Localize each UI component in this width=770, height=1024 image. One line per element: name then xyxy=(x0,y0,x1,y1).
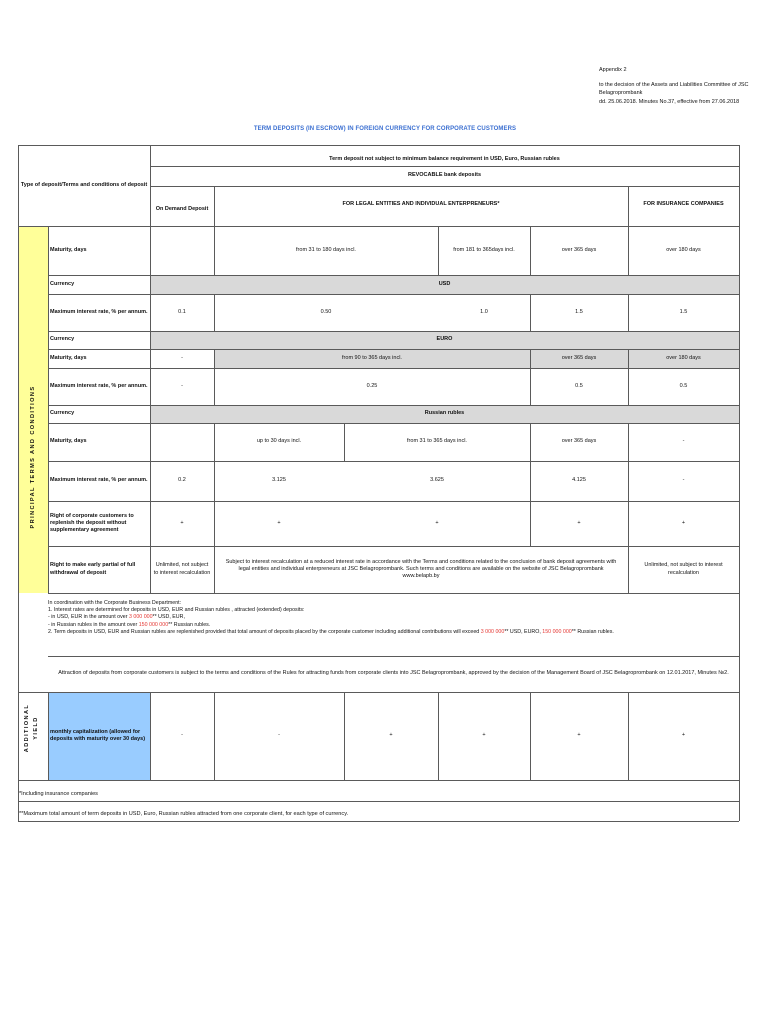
usd-currency-label: Currency xyxy=(50,281,75,288)
euro-maturity-label: Maturity, days xyxy=(50,354,87,361)
notes-line-4 xyxy=(48,622,738,629)
notes-line-5-mid: ** USD, EURO, xyxy=(504,628,543,635)
usd-rate-on-demand: 0.1 xyxy=(178,308,186,315)
footnote-1: *Including insurance companies xyxy=(19,791,98,797)
rub-maturity-2: from 31 to 365 days incl. xyxy=(407,438,467,445)
notes-line-5-amount-1: 3 000 000 xyxy=(480,628,505,635)
rub-rate-3: 4.125 xyxy=(572,477,586,484)
usd-maturity-1: from 31 to 180 days incl. xyxy=(296,246,356,253)
grid-line xyxy=(18,821,739,822)
grid-line xyxy=(18,145,739,146)
notes-line-2: 1. Interest rates are determined for deposits in USD, EUR and Russian rubles , attracted (extended) deposits: xyxy=(48,607,305,614)
euro-rate-insurance: 0.5 xyxy=(679,382,688,389)
euro-currency-label: Currency xyxy=(50,336,75,343)
usd-rate-label: Maximum interest rate, % per annum. xyxy=(50,308,148,315)
term-deposit-header: Term deposit not subject to minimum balance requirement in USD, Euro, Russian rubles xyxy=(329,156,560,163)
grid-line xyxy=(150,166,739,167)
usd-currency-value: USD xyxy=(438,281,451,288)
notes-line-3-suffix: ** USD, EUR, xyxy=(152,614,185,621)
usd-maturity-3: over 365 days xyxy=(561,246,597,253)
notes-line-3 xyxy=(48,614,738,621)
capitalization-4: + xyxy=(577,732,581,739)
appendix-block xyxy=(599,66,769,106)
rub-maturity-insurance: - xyxy=(682,438,685,445)
rub-rate-label: Maximum interest rate, % per annum. xyxy=(50,477,148,484)
capitalization-3: + xyxy=(482,732,486,739)
rub-rate-on-demand: 0.2 xyxy=(178,477,186,484)
revocable-header: REVOCABLE bank deposits xyxy=(407,172,482,179)
notes-line-1: In coordination with the Corporate Business Department: xyxy=(48,600,182,606)
capitalization-label: monthly capitalization (allowed for deposits with maturity over 30 days) xyxy=(50,728,146,742)
euro-rate-1: 0.25 xyxy=(366,382,378,389)
coordination-notes xyxy=(48,600,738,636)
legal-entities-header: FOR LEGAL ENTITIES AND INDIVIDUAL ENTERPRENEURS* xyxy=(342,201,500,208)
withdrawal-on-demand: Unlimited, not subject to interest recalculation xyxy=(153,562,211,576)
notes-line-5 xyxy=(48,629,738,636)
rub-maturity-label: Maturity, days xyxy=(50,438,87,445)
appendix-line-1: to the decision of the Assets and Liabilities Committee of JSC xyxy=(599,81,749,88)
additional-yield-line-2: YIELD xyxy=(33,716,39,740)
additional-yield-label xyxy=(23,693,43,763)
usd-rate-2: 1.0 xyxy=(480,308,488,315)
usd-maturity-label: Maturity, days xyxy=(50,246,87,253)
euro-rate-2: 0.5 xyxy=(575,382,583,389)
capitalization-1: - xyxy=(278,732,280,739)
usd-rate-1: 0.50 xyxy=(320,308,332,315)
notes-line-5-text: 2. Term deposits in USD, EUR and Russian rubles are replenished provided that total amount of deposits placed by the corporate customer including additional contributions will exceed xyxy=(48,628,481,635)
replenish-label: Right of corporate customers to replenish the deposit without supplementary agreement xyxy=(50,512,134,534)
usd-rate-3: 1.5 xyxy=(575,308,583,315)
usd-rate-insurance: 1.5 xyxy=(679,308,688,315)
grid-line xyxy=(150,186,739,187)
replenish-on-demand: + xyxy=(180,519,184,526)
euro-maturity-on-demand: - xyxy=(181,354,183,361)
capitalization-2: + xyxy=(389,732,393,739)
withdrawal-insurance: Unlimited, not subject to interest recalculation xyxy=(644,562,723,576)
on-demand-header: On Demand Deposit xyxy=(155,206,209,213)
usd-maturity-insurance: over 180 days xyxy=(666,246,701,253)
replenish-1: + xyxy=(277,519,281,526)
replenish-2: + xyxy=(435,519,439,526)
replenish-insurance: + xyxy=(681,519,686,526)
withdrawal-label: Right to make early partial of full withdrawal of deposit xyxy=(50,562,136,576)
footnote-2: **Maximum total amount of term deposits in USD, Euro, Russian rubles attracted from one corporate client, for each type of currency. xyxy=(19,811,349,817)
grid-line xyxy=(48,593,739,594)
grid-line xyxy=(18,780,739,781)
capitalization-on-demand: - xyxy=(181,732,183,739)
euro-currency-value: EURO xyxy=(436,336,453,343)
notes-line-3-text: - in USD, EUR in the amount over xyxy=(48,614,129,621)
appendix-label: Appendix 2 xyxy=(599,67,627,73)
rub-rate-1: 3.125 xyxy=(272,477,286,484)
rub-maturity-1: up to 30 days incl. xyxy=(256,438,302,445)
euro-rate-on-demand: - xyxy=(181,382,183,389)
rub-maturity-3: over 365 days xyxy=(561,438,597,445)
rub-rate-2: 3.625 xyxy=(430,477,444,484)
rub-currency-value: Russian rubles xyxy=(424,410,465,417)
euro-maturity-insurance: over 180 days xyxy=(666,354,701,361)
rub-rate-insurance: - xyxy=(682,477,685,484)
notes-amount-usd-eur: 3 000 000 xyxy=(128,614,153,621)
usd-maturity-2: from 181 to 365days incl. xyxy=(453,246,515,253)
notes-line-4-suffix: ** Russian rubles. xyxy=(168,621,211,628)
document-title: TERM DEPOSITS (IN ESCROW) IN FOREIGN CURRENCY FOR CORPORATE CUSTOMERS xyxy=(253,126,517,132)
euro-rate-label: Maximum interest rate, % per annum. xyxy=(50,382,148,389)
attraction-note: Attraction of deposits from corporate customers is subject to the terms and conditions of the Rules for attracting funds from corporate clients into JSC Belagroprombank, approved by the decision of the Management Board of JSC Belagroprombank on 12.01.2017, Minutes №2. xyxy=(58,670,729,677)
rub-currency-label: Currency xyxy=(50,410,75,417)
euro-maturity-2: over 365 days xyxy=(561,354,597,361)
grid-line xyxy=(739,145,740,821)
appendix-line-3: dd. 25.06.2018. Minutes No.37, effective from 27.06.2018 xyxy=(599,98,740,105)
insurance-header: FOR INSURANCE COMPANIES xyxy=(643,201,724,208)
grid-line xyxy=(18,145,19,821)
notes-line-4-text: - in Russian rubles in the amount over xyxy=(48,621,139,628)
additional-yield-line-1: ADDITIONAL xyxy=(24,703,30,753)
type-of-deposit-header: Type of deposit/Terms and conditions of deposit xyxy=(20,182,148,189)
appendix-line-2: Belagroprombank xyxy=(599,90,643,97)
capitalization-insurance: + xyxy=(681,732,686,739)
withdrawal-legal: Subject to interest recalculation at a reduced interest rate in accordance with the Terms and conditions related to the conclusion of bank deposit agreements with legal entities and individual enterpreneurs at JSC Belagroprombank. Such terms and conditions are available on the website of JSC Belagroprombank www.belapb.by xyxy=(225,558,617,580)
euro-maturity-1: from 90 to 365 days incl. xyxy=(342,354,402,361)
notes-line-5-amount-2: 150 000 000 xyxy=(542,628,572,635)
replenish-3: + xyxy=(577,519,581,526)
principal-terms-label: PRINCIPAL TERMS AND CONDITIONS xyxy=(30,385,36,529)
notes-amount-rub: 150 000 000 xyxy=(138,621,169,628)
grid-line xyxy=(18,801,739,802)
notes-line-5-suffix: ** Russian rubles. xyxy=(571,628,614,635)
